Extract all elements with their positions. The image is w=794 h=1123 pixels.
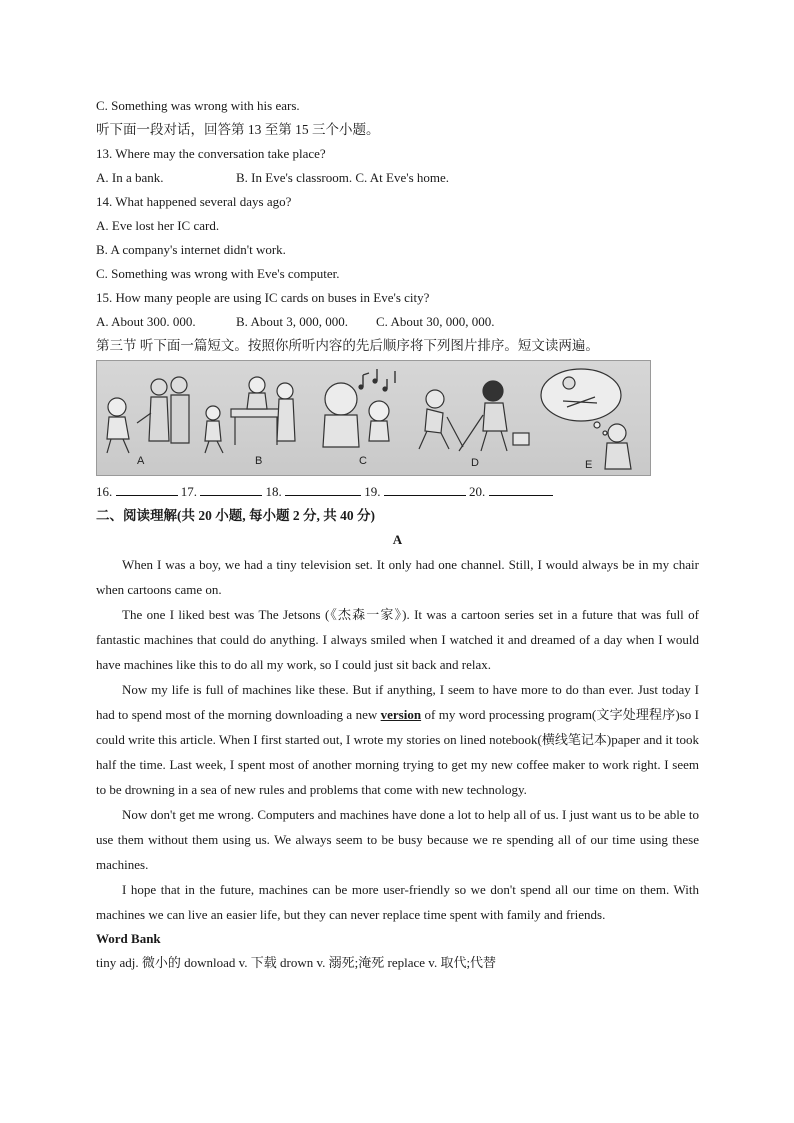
blank-17-label: 17. [180, 484, 197, 499]
paragraph-4: Now don't get me wrong. Computers and machines have done a lot to help all of us. I just want us to be able to use them without them using us. We always seem to be busy because we re spending all of our time using these machines. [96, 807, 699, 872]
option-14b: B. A company's internet didn't work. [96, 242, 286, 257]
passage-letter: A [392, 532, 403, 547]
blank-19[interactable] [384, 481, 466, 496]
picture-label-e: E [585, 459, 593, 471]
option-15b: B. About 3, 000, 000. [236, 314, 348, 329]
picture-strip [96, 360, 651, 476]
options-15 [96, 310, 699, 334]
option-15a: A. About 300. 000. [96, 314, 196, 329]
paragraph-3 [96, 677, 699, 802]
picture-label-d: D [471, 457, 479, 469]
answer-blanks [96, 480, 699, 504]
paragraph-3-start: Now my life is full of machines like these. But if anything, I seem to have more to do than ever. Just today I had to spend most of the morning downloading a new [96, 682, 699, 722]
blank-20-label: 20. [469, 484, 486, 499]
options-13 [96, 166, 699, 190]
question-15: 15. How many people are using IC cards on buses in Eve's city? [96, 290, 430, 305]
option-15c: C. About 30, 000, 000. [376, 314, 495, 329]
part-2-heading: 二、阅读理解(共 20 小题, 每小题 2 分, 共 40 分) [96, 508, 375, 523]
picture-illustrations [97, 361, 650, 475]
underlined-word-version: version [380, 707, 422, 722]
dialogue-instruction: 听下面一段对话，回答第 13 至第 15 三个小题。 [96, 122, 380, 137]
picture-label-a: A [137, 455, 145, 467]
paragraph-5: I hope that in the future, machines can be more user-friendly so we don't spend all our time on them. With machines we can live an easier life, but they can never replace time spent with family and friends. [96, 882, 699, 922]
paragraph-2: The one I liked best was The Jetsons (《杰森一家》). It was a cartoon series set in a future that was full of fantastic machines that could do anything. I always smiled when I watched it and dreamed of a day when I would have machines like this to do all my work, so I could just sit back and relax. [96, 607, 699, 672]
blank-19-label: 19. [364, 484, 381, 499]
blank-16[interactable] [116, 481, 178, 496]
option-13a: A. In a bank. [96, 170, 164, 185]
picture-label-b: B [255, 455, 263, 467]
paragraph-1: When I was a boy, we had a tiny television set. It only had one channel. Still, I would always be in my chair when cartoons came on. [96, 557, 699, 597]
option-14c: C. Something was wrong with Eve's computer. [96, 266, 340, 281]
option-14a: A. Eve lost her IC card. [96, 218, 220, 233]
exam-page [96, 94, 699, 975]
option-12c: C. Something was wrong with his ears. [96, 98, 300, 113]
blank-18[interactable] [285, 481, 361, 496]
question-13: 13. Where may the conversation take place? [96, 146, 326, 161]
section-3-instruction: 第三节 听下面一篇短文。按照你所听内容的先后顺序将下列图片排序。短文读两遍。 [96, 338, 599, 353]
blank-16-label: 16. [96, 484, 113, 499]
blank-17[interactable] [200, 481, 262, 496]
blank-18-label: 18. [265, 484, 282, 499]
word-bank-title: Word Bank [96, 931, 161, 946]
option-13bc: B. In Eve's classroom. C. At Eve's home. [236, 170, 450, 185]
question-14: 14. What happened several days ago? [96, 194, 292, 209]
blank-20[interactable] [489, 481, 553, 496]
word-bank-entries: tiny adj. 微小的 download v. 下载 drown v. 溺死;淹死 replace v. 取代;代替 [96, 955, 497, 970]
picture-label-c: C [359, 455, 367, 467]
paragraph-3-end: of my word processing program(文字处理程序)so I could write this article. When I first started out, I wrote my stories on lined notebook(横线笔记本)paper and it took half the time. Last week, I spent most of another morning trying to get my new coffee maker to work right. I seem to be drowning in a sea of new rules and problems that come with new technology. [96, 707, 699, 797]
